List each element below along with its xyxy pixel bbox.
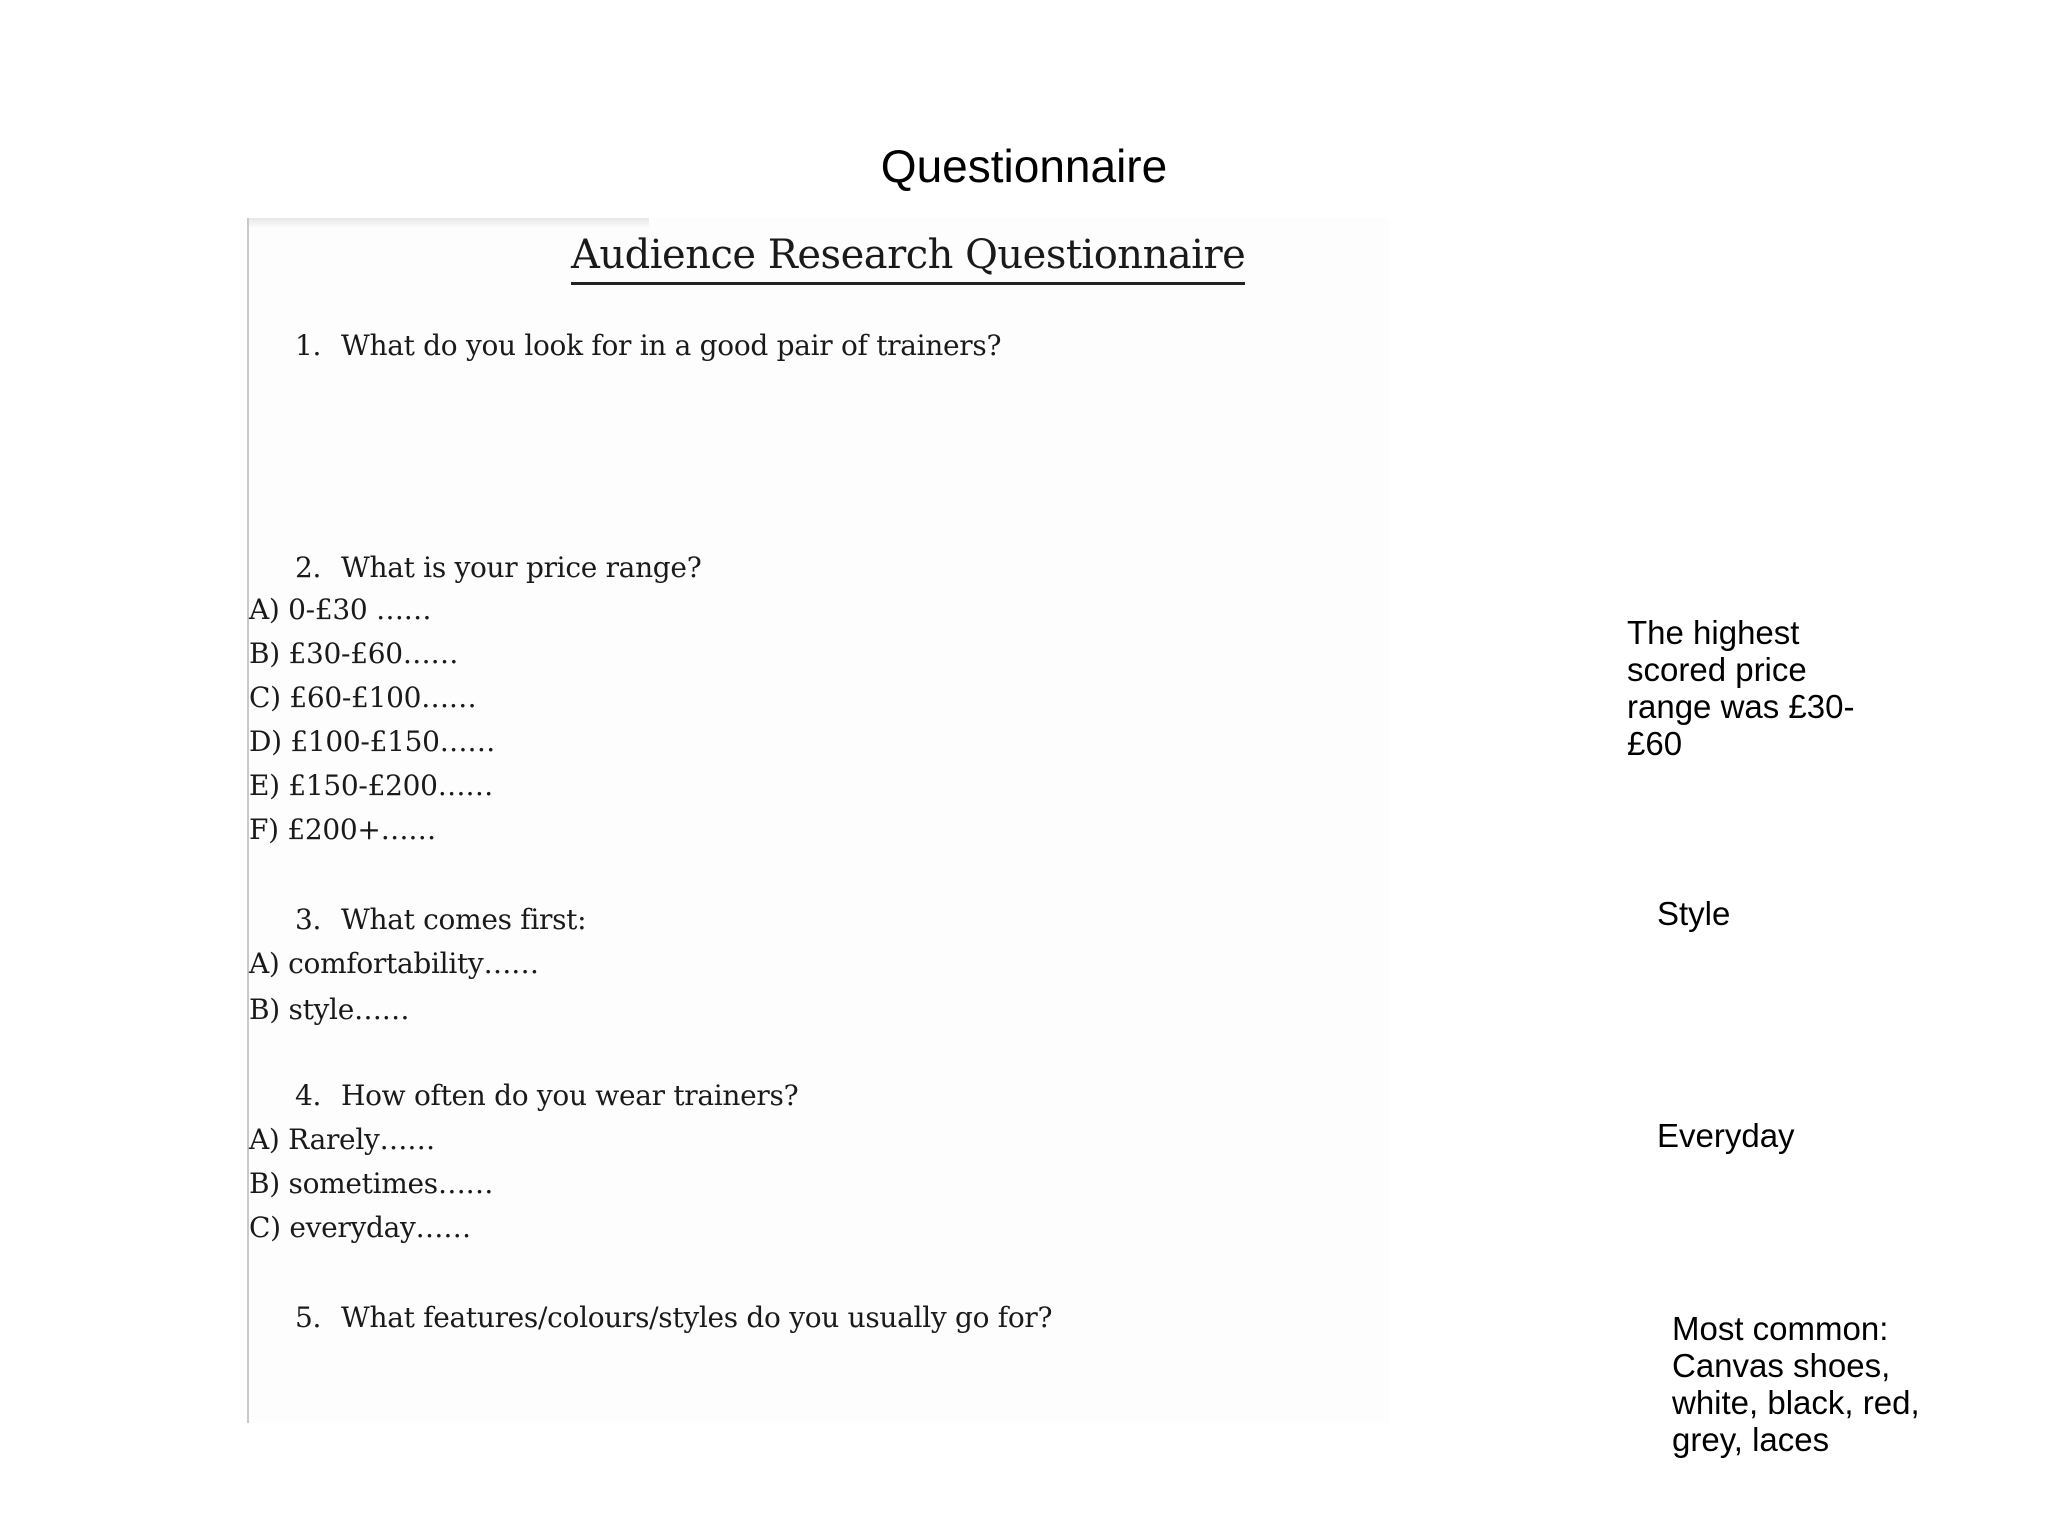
note-line: The highest <box>1627 614 1800 651</box>
option-item: A) 0-£30 …… <box>249 593 432 626</box>
question-number: 4. <box>295 1079 322 1112</box>
note-line: Most common: <box>1672 1310 1889 1347</box>
note-price-range <box>1627 614 1854 762</box>
questionnaire-scan <box>247 218 1389 1423</box>
question-2 <box>295 550 701 586</box>
question-number: 5. <box>295 1301 322 1334</box>
note-line: grey, laces <box>1672 1421 1830 1458</box>
questionnaire-title: Audience Research Questionnaire <box>571 228 1245 285</box>
question-3 <box>295 902 586 938</box>
question-5 <box>295 1300 1052 1336</box>
question-1 <box>295 328 1001 364</box>
note-wear-frequency <box>1657 1117 1795 1154</box>
slide-title: Questionnaire <box>880 140 1168 192</box>
option-item: F) £200+…… <box>249 813 436 846</box>
option-item: A) Rarely…… <box>249 1123 435 1156</box>
question-text: What comes first: <box>341 903 587 936</box>
option-item: B) style…… <box>249 993 410 1026</box>
question-4 <box>295 1078 798 1114</box>
note-features <box>1672 1310 1920 1458</box>
note-line: range was £30- <box>1627 688 1855 725</box>
option-item: A) comfortability…… <box>249 947 539 980</box>
question-text: What is your price range? <box>341 551 702 584</box>
note-line: Canvas shoes, <box>1672 1347 1891 1384</box>
note-what-comes-first <box>1657 895 1730 932</box>
note-line: Everyday <box>1657 1117 1795 1154</box>
option-item: C) everyday…… <box>249 1211 471 1244</box>
note-line: white, black, red, <box>1672 1384 1920 1421</box>
question-text: What do you look for in a good pair of trainers? <box>341 329 1002 362</box>
note-line: £60 <box>1627 725 1683 762</box>
option-item: B) £30-£60…… <box>249 637 459 670</box>
question-text: How often do you wear trainers? <box>341 1079 799 1112</box>
note-line: Style <box>1657 895 1731 932</box>
question-number: 2. <box>295 551 322 584</box>
question-number: 1. <box>295 329 322 362</box>
option-item: B) sometimes…… <box>249 1167 494 1200</box>
question-number: 3. <box>295 903 322 936</box>
question-text: What features/colours/styles do you usually go for? <box>341 1301 1053 1334</box>
option-item: D) £100-£150…… <box>249 725 496 758</box>
scan-edge-shadow <box>249 218 649 228</box>
option-item: E) £150-£200…… <box>249 769 494 802</box>
option-item: C) £60-£100…… <box>249 681 477 714</box>
note-line: scored price <box>1627 651 1807 688</box>
